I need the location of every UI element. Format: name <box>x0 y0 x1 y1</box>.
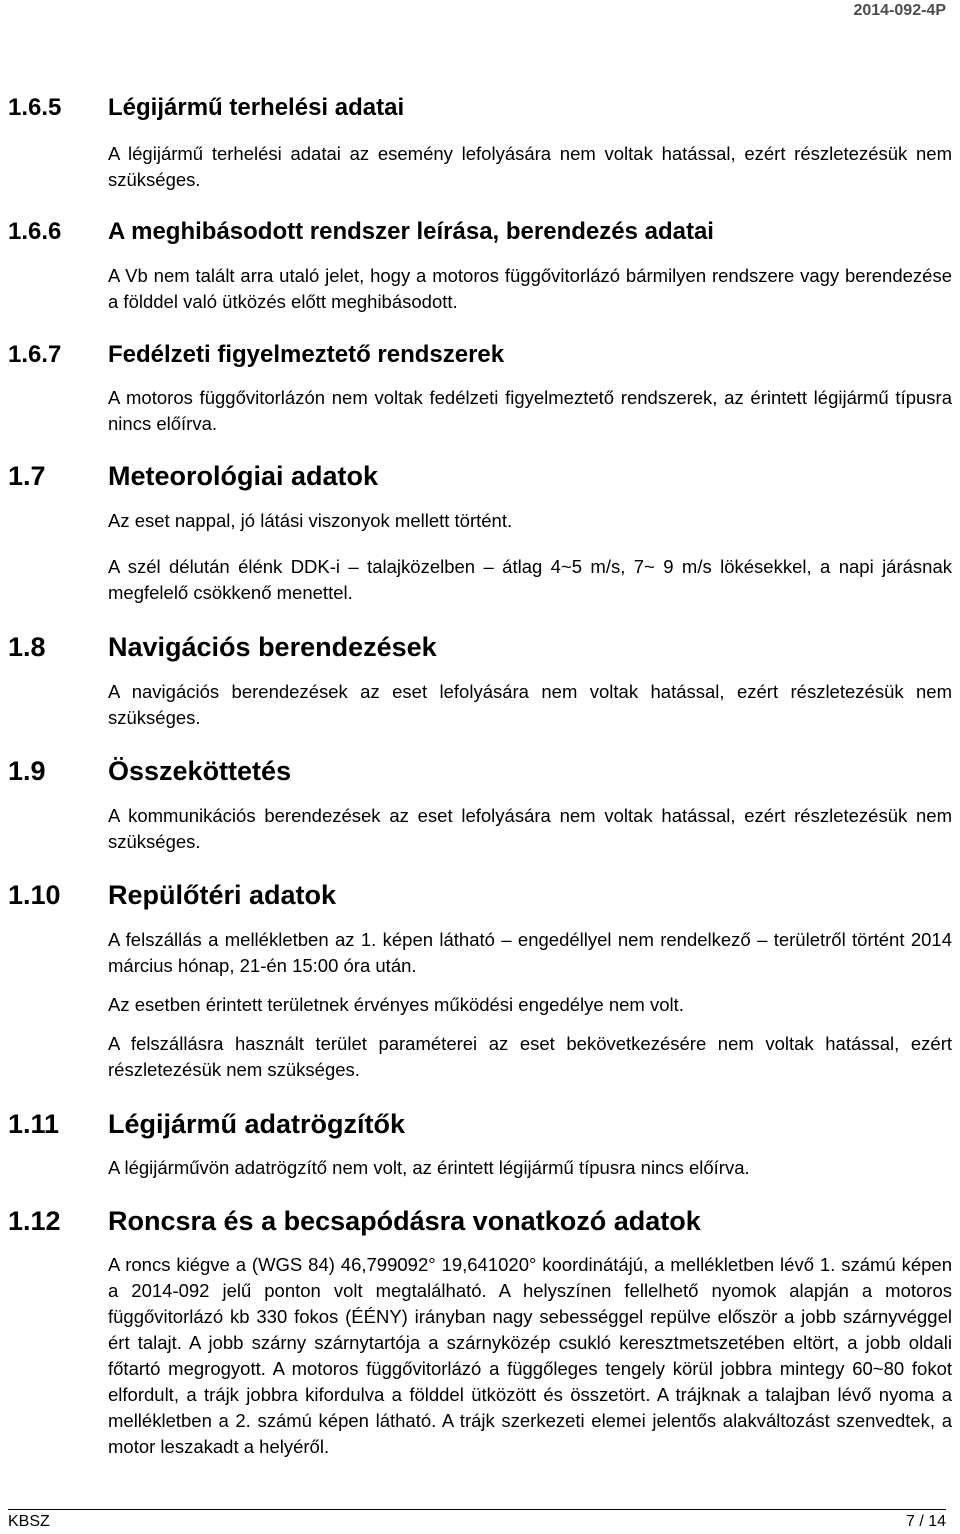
section-heading-1-8 <box>8 632 437 663</box>
section-number: 1.11 <box>8 1109 60 1139</box>
document-id: 2014-092-4P <box>853 2 946 19</box>
paragraph: A Vb nem talált arra utaló jelet, hogy a motoros függővitorlázó bármilyen rendszere vagy berendezése a földdel való ütközés előtt meghibásodott. <box>108 265 952 312</box>
section-title: Roncsra és a becsapódásra vonatkozó adatok <box>108 1206 701 1236</box>
section-heading-1-6-6 <box>8 218 714 246</box>
section-title: Meteorológiai adatok <box>108 461 379 491</box>
section-title: Fedélzeti figyelmeztető rendszerek <box>108 341 505 368</box>
paragraph: Az eset nappal, jó látási viszonyok mellett történt. <box>108 510 513 531</box>
section-heading-1-12 <box>8 1206 701 1237</box>
paragraph: A kommunikációs berendezések az eset lefolyására nem voltak hatással, ezért részletezésük nem szükséges. <box>108 805 952 852</box>
section-number: 1.9 <box>8 756 46 786</box>
section-number: 1.10 <box>8 880 61 910</box>
section-heading-1-11 <box>8 1109 405 1140</box>
paragraph: A szél délután élénk DDK-i – talajközelben – átlag 4~5 m/s, 7~ 9 m/s lökésekkel, a napi járásnak megfelelő csökkenő menettel. <box>108 556 952 603</box>
paragraph: A felszállásra használt terület paraméterei az eset bekövetkezésére nem voltak hatással, ezért részletezésük nem szükséges. <box>108 1033 952 1080</box>
section-title: Navigációs berendezések <box>108 632 437 662</box>
footer-organization: KBSZ <box>8 1513 50 1530</box>
section-heading-1-6-7 <box>8 341 504 369</box>
footer-divider <box>8 1509 946 1510</box>
section-heading-1-10 <box>8 880 336 911</box>
section-number: 1.7 <box>8 461 46 491</box>
section-heading-1-7 <box>8 461 378 492</box>
section-heading-1-6-5 <box>8 94 404 122</box>
section-title: Összeköttetés <box>108 756 292 786</box>
section-number: 1.6.6 <box>8 218 62 245</box>
section-number: 1.8 <box>8 632 46 662</box>
section-title: A meghibásodott rendszer leírása, berendezés adatai <box>108 218 714 245</box>
paragraph: A légijárművön adatrögzítő nem volt, az érintett légijármű típusra nincs előírva. <box>108 1157 750 1178</box>
page-number: 7 / 14 <box>905 1513 946 1530</box>
section-number: 1.6.5 <box>8 94 62 121</box>
section-number: 1.6.7 <box>8 341 62 368</box>
paragraph: A motoros függővitorlázón nem voltak fedélzeti figyelmeztető rendszerek, az érintett légijármű típusra nincs előírva. <box>108 387 952 434</box>
paragraph: A légijármű terhelési adatai az esemény lefolyására nem voltak hatással, ezért részletezésük nem szükséges. <box>108 143 952 190</box>
section-title: Légijármű adatrögzítők <box>108 1109 406 1139</box>
paragraph: A roncs kiégve a (WGS 84) 46,799092° 19,641020° koordinátájú, a mellékletben lévő 1. számú képen a 2014-092 jelű ponton volt megtalálható. A helyszínen fellelhető nyomok alapján a motoros függővitorlázó kb 330 fokos (ÉÉNY) irányban nagy sebességgel repülve először a jobb szárnyvéggel ért talajt. A jobb szárny szárnytartója a szárnyközép csukló keresztmetszetében eltört, a jobb oldali főtartó megrogyott. A motoros függővitorlázó a függőleges tengely körül jobbra mintegy 60~80 fokot elfordult, a trájk jobbra kifordulva a földdel ütközött és összetört. A trájknak a talajban lévő nyoma a mellékletben a 2. számú képen látható. A trájk szerkezeti elemei jelentős alakváltozást szenvedtek, a motor leszakadt a helyéről. <box>108 1254 952 1457</box>
section-number: 1.12 <box>8 1206 61 1236</box>
paragraph: Az esetben érintett területnek érvényes működési engedélye nem volt. <box>108 994 684 1015</box>
section-heading-1-9 <box>8 756 291 787</box>
paragraph: A felszállás a mellékletben az 1. képen látható – engedéllyel nem rendelkező – területről történt 2014 március hónap, 21-én 15:00 óra után. <box>108 929 952 976</box>
paragraph: A navigációs berendezések az eset lefolyására nem voltak hatással, ezért részletezésük nem szükséges. <box>108 681 952 728</box>
section-title: Repülőtéri adatok <box>108 880 337 910</box>
section-title: Légijármű terhelési adatai <box>108 94 405 121</box>
